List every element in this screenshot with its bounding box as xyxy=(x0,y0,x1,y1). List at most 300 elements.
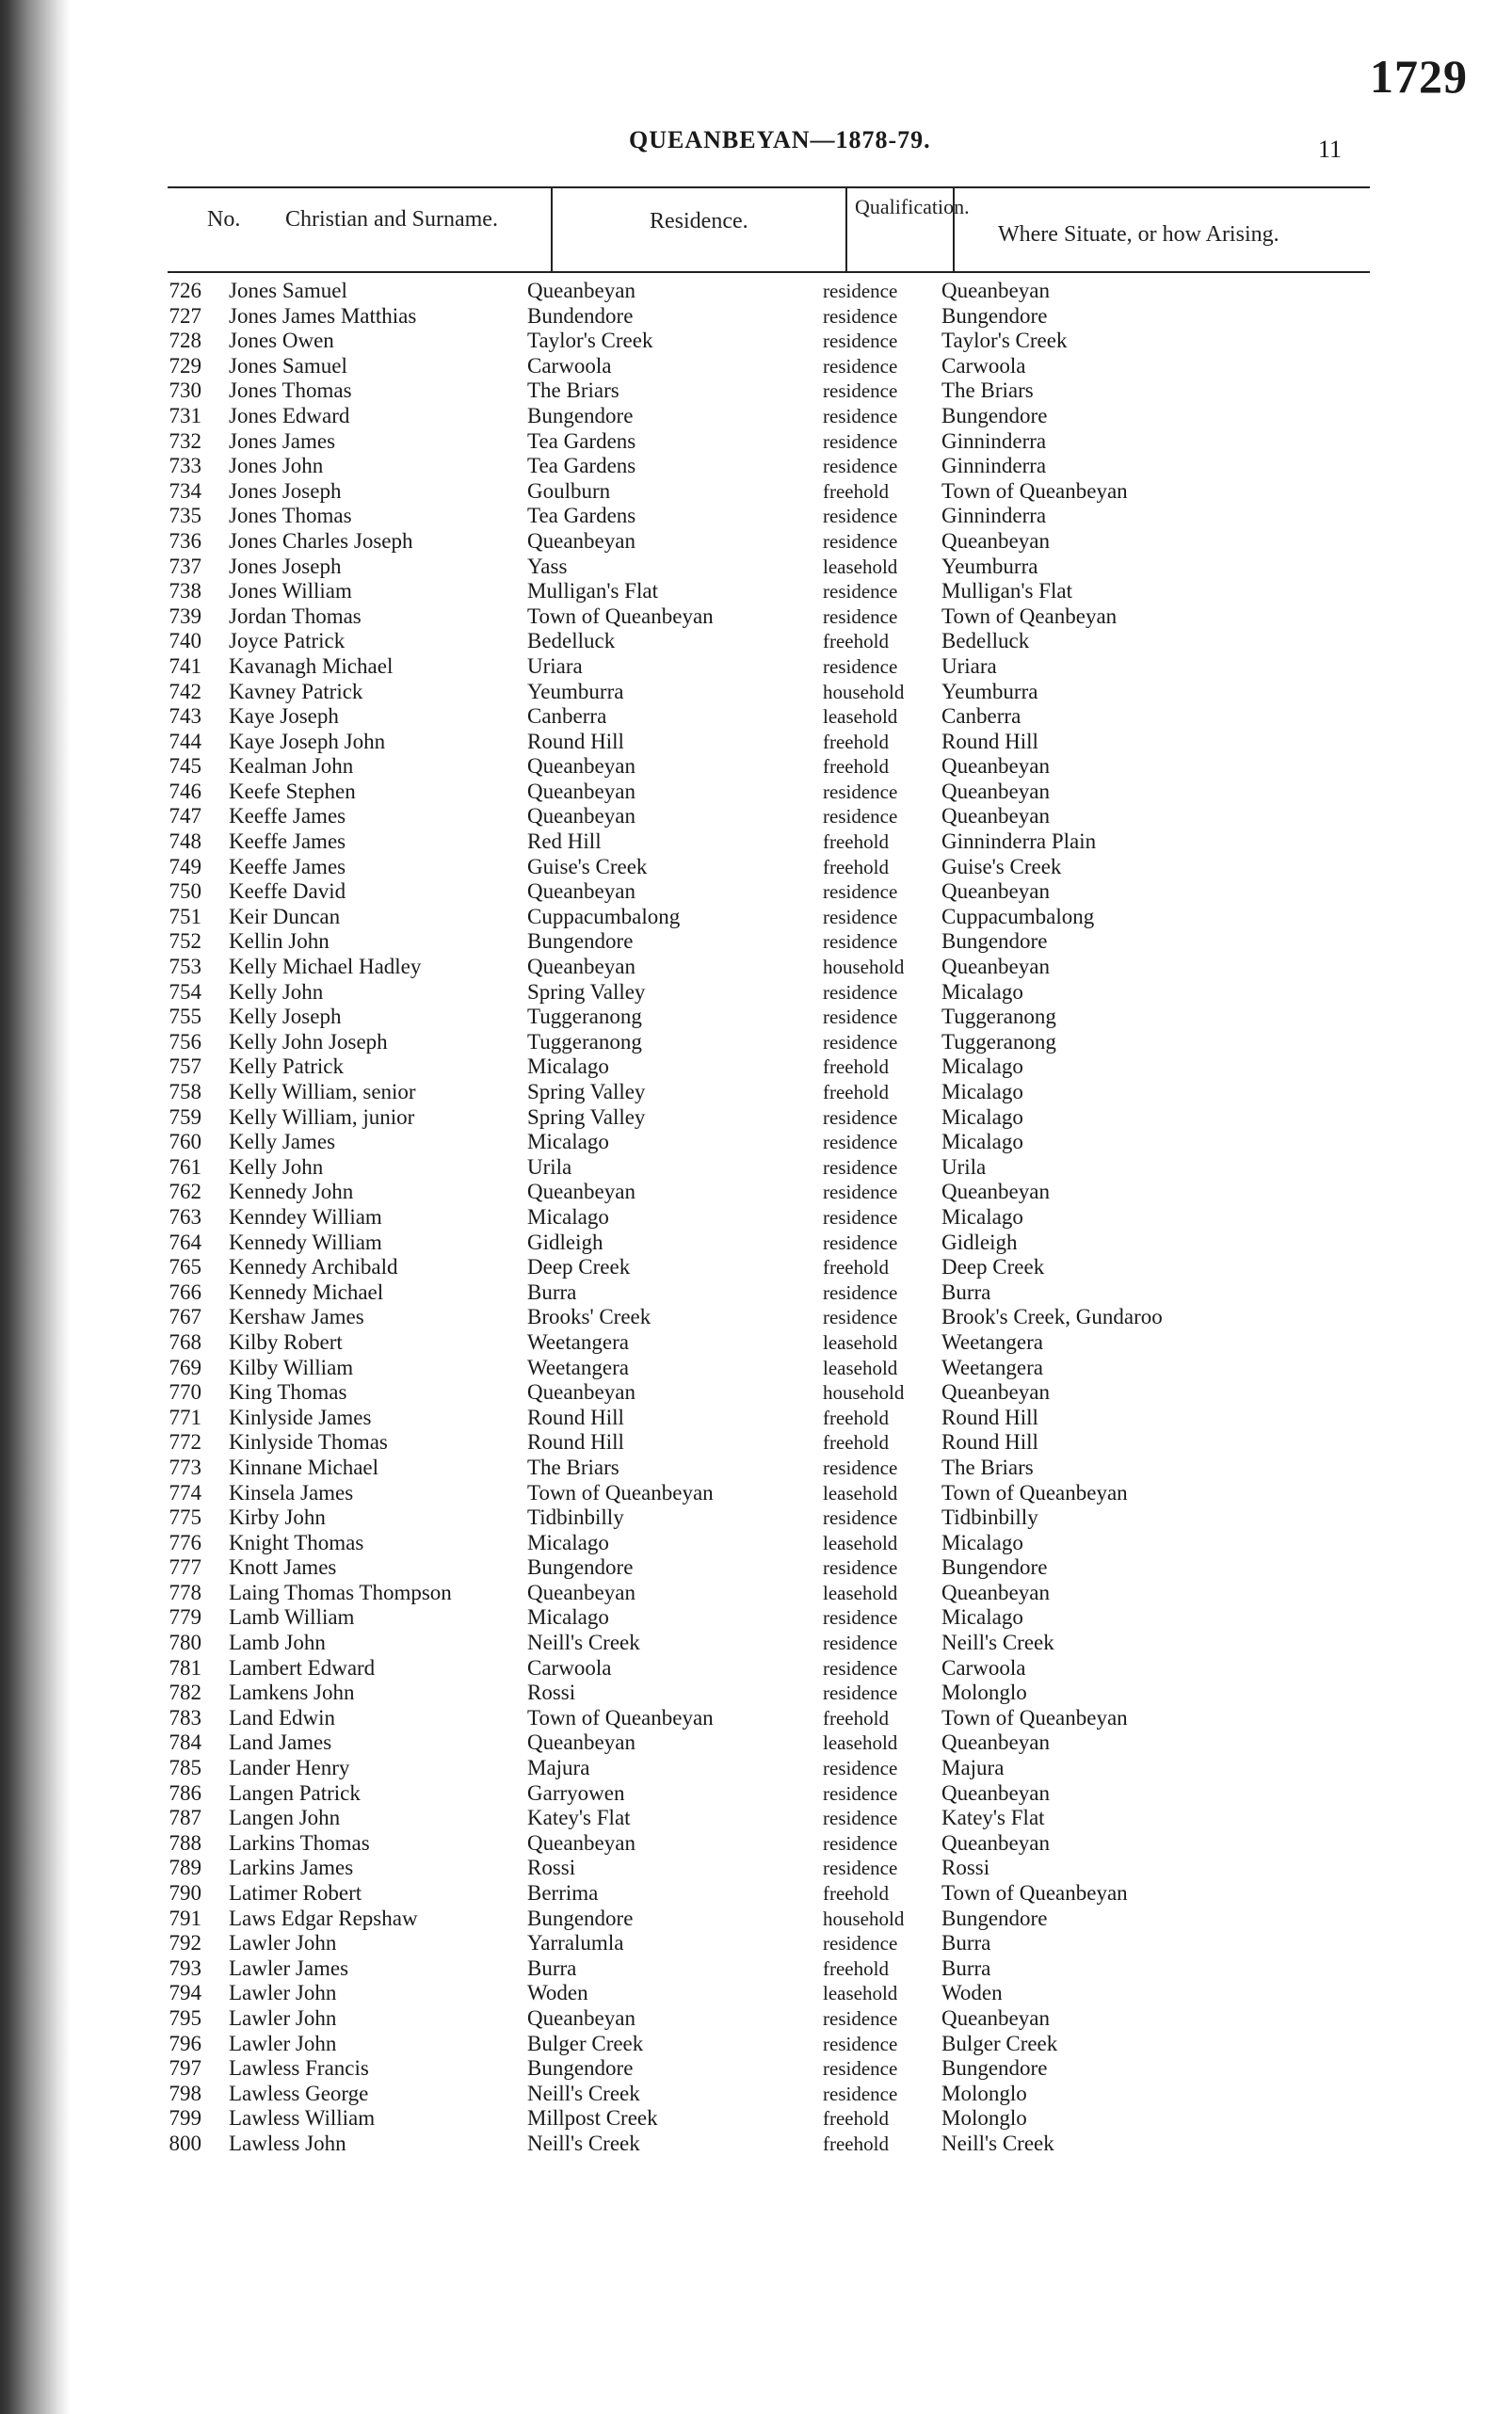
elector-qualification: residence xyxy=(823,1757,898,1780)
elector-where-situate: Uriara xyxy=(941,653,997,678)
elector-qualification: residence xyxy=(823,805,898,829)
elector-where-situate: Micalago xyxy=(941,979,1023,1004)
elector-where-situate: Canberra xyxy=(941,704,1021,729)
entry-number: 739 xyxy=(169,604,201,628)
elector-residence: Micalago xyxy=(527,1530,609,1554)
elector-name: Lawler James xyxy=(229,1955,349,1980)
elector-where-situate: Town of Qeanbeyan xyxy=(941,604,1118,628)
elector-qualification: leasehold xyxy=(823,1581,898,1604)
entry-number: 787 xyxy=(169,1806,201,1830)
list-item xyxy=(122,1505,1346,1531)
elector-qualification: household xyxy=(823,956,905,979)
list-item xyxy=(122,730,1346,755)
elector-qualification: freehold xyxy=(823,1882,889,1905)
elector-qualification: residence xyxy=(823,2006,898,2030)
elector-where-situate: Woden xyxy=(941,1981,1003,2005)
elector-where-situate: Town of Queanbeyan xyxy=(941,1881,1128,1905)
list-item xyxy=(122,1255,1346,1280)
elector-residence: Bungendore xyxy=(527,2056,634,2081)
elector-residence: Neill's Creek xyxy=(527,1631,640,1655)
column-header-residence: Residence. xyxy=(650,209,748,233)
elector-name: Jones Edward xyxy=(229,403,350,427)
elector-residence: Carwoola xyxy=(527,1655,612,1680)
elector-where-situate: Queanbeyan xyxy=(941,754,1050,779)
elector-name: Kavanagh Michael xyxy=(229,653,394,678)
entry-number: 768 xyxy=(169,1329,201,1354)
elector-name: Jordan Thomas xyxy=(229,604,362,628)
entry-number: 747 xyxy=(169,804,201,829)
elector-residence: Queanbeyan xyxy=(527,1830,635,1855)
entry-number: 758 xyxy=(169,1080,201,1103)
list-item xyxy=(122,754,1346,780)
elector-where-situate: Micalago xyxy=(941,1080,1023,1103)
elector-where-situate: Deep Creek xyxy=(941,1255,1045,1279)
entry-number: 774 xyxy=(169,1480,201,1505)
elector-where-situate: Bungendore xyxy=(941,2056,1048,2081)
elector-qualification: residence xyxy=(823,1682,898,1705)
elector-qualification: residence xyxy=(823,580,898,604)
list-item xyxy=(122,529,1346,555)
elector-name: Kenndey William xyxy=(229,1204,382,1229)
elector-name: Keeffe James xyxy=(229,829,346,854)
entry-number: 735 xyxy=(169,504,201,528)
elector-qualification: freehold xyxy=(823,855,889,878)
elector-qualification: leasehold xyxy=(823,1731,898,1755)
entry-number: 772 xyxy=(169,1430,201,1455)
elector-where-situate: Burra xyxy=(941,1931,991,1955)
elector-where-situate: Urila xyxy=(941,1154,987,1179)
elector-residence: Canberra xyxy=(527,704,607,729)
elector-name: Langen John xyxy=(229,1806,341,1830)
elector-name: Lawless John xyxy=(229,2131,346,2155)
entry-number: 732 xyxy=(169,428,201,453)
elector-name: Lawler John xyxy=(229,2005,337,2030)
column-header-no: No. xyxy=(207,207,241,232)
elector-name: Kilby Robert xyxy=(229,1329,343,1354)
list-item xyxy=(122,1581,1346,1606)
elector-residence: Micalago xyxy=(527,1605,609,1630)
entry-number: 727 xyxy=(169,303,201,328)
elector-qualification: residence xyxy=(823,1456,898,1479)
entry-number: 782 xyxy=(169,1681,201,1705)
entry-number: 790 xyxy=(169,1881,201,1905)
elector-where-situate: Queanbeyan xyxy=(941,279,1050,302)
elector-qualification: freehold xyxy=(823,2107,889,2131)
entry-number: 786 xyxy=(169,1780,201,1805)
elector-qualification: residence xyxy=(823,280,898,302)
elector-name: Kelly Joseph xyxy=(229,1005,342,1029)
elector-where-situate: Queanbeyan xyxy=(941,955,1050,979)
entry-number: 751 xyxy=(169,904,201,928)
elector-where-situate: Guise's Creek xyxy=(941,854,1062,878)
elector-where-situate: Ginninderra xyxy=(941,454,1047,478)
elector-where-situate: Neill's Creek xyxy=(941,1631,1054,1655)
elector-name: Kelly John xyxy=(229,979,324,1004)
elector-qualification: freehold xyxy=(823,730,889,753)
elector-residence: Cuppacumbalong xyxy=(527,904,681,928)
elector-qualification: residence xyxy=(823,1556,898,1580)
entry-number: 778 xyxy=(169,1580,201,1604)
list-item xyxy=(122,354,1346,379)
list-item xyxy=(122,454,1346,479)
entry-number: 738 xyxy=(169,579,201,604)
list-item xyxy=(122,479,1346,505)
elector-name: Lawler John xyxy=(229,1981,337,2005)
elector-where-situate: Tidbinbilly xyxy=(941,1505,1038,1530)
elector-qualification: residence xyxy=(823,1006,898,1029)
elector-list xyxy=(122,279,1346,2157)
list-item xyxy=(122,1030,1346,1055)
entry-number: 769 xyxy=(169,1355,201,1379)
elector-qualification: freehold xyxy=(823,755,889,779)
elector-residence: Queanbeyan xyxy=(527,955,635,979)
entry-number: 763 xyxy=(169,1204,201,1229)
elector-name: Kennedy Michael xyxy=(229,1279,384,1304)
entry-number: 745 xyxy=(169,754,201,779)
elector-where-situate: Queanbeyan xyxy=(941,879,1050,904)
elector-name: Kilby William xyxy=(229,1355,354,1379)
list-item xyxy=(122,1430,1346,1456)
elector-where-situate: Katey's Flat xyxy=(941,1806,1045,1830)
elector-residence: Goulburn xyxy=(527,478,611,503)
elector-name: Jones Joseph xyxy=(229,478,342,503)
list-item xyxy=(122,1280,1346,1306)
elector-residence: Queanbeyan xyxy=(527,1180,635,1204)
elector-where-situate: Town of Queanbeyan xyxy=(941,1480,1128,1505)
elector-where-situate: Queanbeyan xyxy=(941,2005,1050,2030)
elector-qualification: freehold xyxy=(823,1706,889,1730)
elector-residence: The Briars xyxy=(527,378,619,403)
elector-name: Keefe Stephen xyxy=(229,779,356,803)
entry-number: 767 xyxy=(169,1305,201,1329)
elector-where-situate: Rossi xyxy=(941,1856,990,1880)
elector-residence: Tea Gardens xyxy=(527,504,636,528)
elector-qualification: residence xyxy=(823,930,898,954)
entry-number: 771 xyxy=(169,1405,201,1429)
elector-name: Lawless George xyxy=(229,2081,369,2105)
entry-number: 785 xyxy=(169,1756,201,1780)
column-header-qualification: Qualification. xyxy=(855,195,970,218)
list-item xyxy=(122,829,1346,855)
elector-residence: Round Hill xyxy=(527,1430,624,1455)
list-item xyxy=(122,304,1346,330)
entry-number: 788 xyxy=(169,1830,201,1855)
elector-residence: Micalago xyxy=(527,1204,609,1229)
elector-qualification: residence xyxy=(823,1181,898,1204)
elector-qualification: freehold xyxy=(823,1956,889,1980)
list-item xyxy=(122,955,1346,980)
elector-qualification: household xyxy=(823,1381,905,1405)
elector-where-situate: Round Hill xyxy=(941,1430,1038,1455)
entry-number: 793 xyxy=(169,1955,201,1980)
elector-name: Lamb William xyxy=(229,1605,355,1630)
elector-where-situate: Taylor's Creek xyxy=(941,329,1068,353)
list-item xyxy=(122,1730,1346,1756)
elector-name: Lambert Edward xyxy=(229,1655,376,1680)
elector-where-situate: Town of Queanbeyan xyxy=(941,1705,1128,1730)
list-item xyxy=(122,680,1346,705)
entry-number: 728 xyxy=(169,329,201,353)
elector-where-situate: Molonglo xyxy=(941,2106,1027,2131)
list-item xyxy=(122,1130,1346,1155)
elector-where-situate: Micalago xyxy=(941,1054,1023,1079)
elector-qualification: residence xyxy=(823,1105,898,1129)
entry-number: 731 xyxy=(169,403,201,427)
list-item xyxy=(122,555,1346,580)
elector-name: Jones Samuel xyxy=(229,279,347,302)
elector-residence: Queanbeyan xyxy=(527,754,635,779)
elector-qualification: residence xyxy=(823,1205,898,1229)
elector-where-situate: Bungendore xyxy=(941,403,1048,427)
elector-residence: Bungendore xyxy=(527,403,634,427)
elector-qualification: freehold xyxy=(823,1081,889,1103)
elector-residence: Spring Valley xyxy=(527,1080,646,1103)
list-item xyxy=(122,1631,1346,1656)
entry-number: 784 xyxy=(169,1730,201,1755)
elector-qualification: leasehold xyxy=(823,1481,898,1505)
elector-qualification: residence xyxy=(823,1306,898,1329)
column-header-where: Where Situate, or how Arising. xyxy=(998,222,1279,247)
elector-where-situate: Ginninderra Plain xyxy=(941,829,1097,854)
elector-residence: Gidleigh xyxy=(527,1230,603,1254)
elector-name: Kaye Joseph xyxy=(229,704,339,729)
elector-residence: Town of Queanbeyan xyxy=(527,1705,714,1730)
elector-qualification: residence xyxy=(823,654,898,678)
elector-name: Kelly Michael Hadley xyxy=(229,955,422,979)
elector-where-situate: Ginninderra xyxy=(941,504,1047,528)
list-item xyxy=(122,1180,1346,1205)
elector-residence: Guise's Creek xyxy=(527,854,648,878)
elector-name: Keir Duncan xyxy=(229,904,341,928)
list-item xyxy=(122,1155,1346,1181)
entry-number: 743 xyxy=(169,704,201,729)
elector-qualification: residence xyxy=(823,2082,898,2105)
elector-where-situate: Queanbeyan xyxy=(941,779,1050,803)
entry-number: 762 xyxy=(169,1180,201,1204)
list-item xyxy=(122,1605,1346,1631)
elector-residence: Neill's Creek xyxy=(527,2131,640,2155)
list-item xyxy=(122,855,1346,880)
elector-name: Lamb John xyxy=(229,1631,326,1655)
list-item xyxy=(122,1806,1346,1831)
elector-where-situate: Bungendore xyxy=(941,303,1048,328)
list-item xyxy=(122,1481,1346,1506)
elector-where-situate: Burra xyxy=(941,1955,991,1980)
elector-where-situate: Molonglo xyxy=(941,2081,1027,2105)
entry-number: 753 xyxy=(169,955,201,979)
entry-number: 797 xyxy=(169,2056,201,2081)
elector-residence: Millpost Creek xyxy=(527,2106,658,2131)
elector-where-situate: Round Hill xyxy=(941,729,1038,753)
elector-name: Latimer Robert xyxy=(229,1881,362,1905)
elector-residence: Spring Valley xyxy=(527,979,646,1004)
elector-qualification: residence xyxy=(823,404,898,427)
elector-where-situate: The Briars xyxy=(941,378,1034,403)
elector-where-situate: Micalago xyxy=(941,1204,1023,1229)
list-item xyxy=(122,1054,1346,1080)
elector-where-situate: Bulger Creek xyxy=(941,2031,1058,2055)
entry-number: 761 xyxy=(169,1154,201,1179)
elector-qualification: residence xyxy=(823,780,898,803)
entry-number: 766 xyxy=(169,1279,201,1304)
list-item xyxy=(122,1831,1346,1857)
elector-residence: Queanbeyan xyxy=(527,779,635,803)
elector-qualification: freehold xyxy=(823,1055,889,1079)
elector-name: Kershaw James xyxy=(229,1305,364,1329)
list-item xyxy=(122,1756,1346,1781)
elector-name: Laws Edgar Repshaw xyxy=(229,1906,418,1930)
elector-name: Joyce Patrick xyxy=(229,629,346,653)
elector-residence: Tea Gardens xyxy=(527,454,636,478)
elector-residence: Katey's Flat xyxy=(527,1806,631,1830)
entry-number: 796 xyxy=(169,2031,201,2055)
entry-number: 781 xyxy=(169,1655,201,1680)
elector-qualification: leasehold xyxy=(823,1982,898,2005)
elector-name: Kelly John xyxy=(229,1154,324,1179)
elector-residence: Queanbeyan xyxy=(527,1380,635,1405)
list-item xyxy=(122,579,1346,604)
elector-qualification: residence xyxy=(823,505,898,528)
list-item xyxy=(122,1881,1346,1907)
elector-qualification: freehold xyxy=(823,479,889,503)
elector-residence: Queanbeyan xyxy=(527,804,635,829)
entry-number: 759 xyxy=(169,1104,201,1129)
list-item xyxy=(122,1656,1346,1682)
entry-number: 789 xyxy=(169,1856,201,1880)
elector-where-situate: Bungendore xyxy=(941,1555,1048,1580)
elector-name: Kelly John Joseph xyxy=(229,1029,388,1054)
list-item xyxy=(122,2132,1346,2157)
elector-residence: Taylor's Creek xyxy=(527,329,653,353)
elector-residence: Micalago xyxy=(527,1130,609,1154)
entry-number: 780 xyxy=(169,1631,201,1655)
elector-qualification: residence xyxy=(823,2057,898,2081)
list-item xyxy=(122,2106,1346,2132)
entry-number: 783 xyxy=(169,1705,201,1730)
header-rule-top xyxy=(168,186,1370,188)
elector-where-situate: Neill's Creek xyxy=(941,2131,1054,2155)
elector-residence: Brooks' Creek xyxy=(527,1305,651,1329)
entry-number: 764 xyxy=(169,1230,201,1254)
elector-residence: Garryowen xyxy=(527,1780,625,1805)
elector-name: Jones William xyxy=(229,579,352,604)
entry-number: 726 xyxy=(169,279,201,302)
elector-residence: Round Hill xyxy=(527,729,624,753)
entry-number: 733 xyxy=(169,454,201,478)
entry-number: 742 xyxy=(169,679,201,703)
list-item xyxy=(122,1531,1346,1556)
elector-name: Kinnane Michael xyxy=(229,1455,379,1479)
elector-name: Lamkens John xyxy=(229,1681,355,1705)
elector-residence: Weetangera xyxy=(527,1329,629,1354)
list-item xyxy=(122,1931,1346,1956)
elector-residence: Tuggeranong xyxy=(527,1005,642,1029)
entry-number: 730 xyxy=(169,378,201,403)
elector-name: Land James xyxy=(229,1730,332,1755)
entry-number: 800 xyxy=(169,2131,201,2155)
entry-number: 760 xyxy=(169,1130,201,1154)
list-item xyxy=(122,1956,1346,1982)
elector-residence: Burra xyxy=(527,1955,577,1980)
elector-where-situate: Tuggeranong xyxy=(941,1029,1056,1054)
elector-where-situate: Bungendore xyxy=(941,1906,1048,1930)
elector-where-situate: Weetangera xyxy=(941,1355,1043,1379)
list-item xyxy=(122,929,1346,955)
elector-name: Kelly William, senior xyxy=(229,1080,416,1103)
elector-qualification: residence xyxy=(823,1632,898,1655)
list-item xyxy=(122,604,1346,630)
elector-where-situate: Micalago xyxy=(941,1104,1023,1129)
elector-residence: Red Hill xyxy=(527,829,602,854)
elector-name: Keeffe James xyxy=(229,804,346,829)
list-item xyxy=(122,1205,1346,1231)
binding-edge xyxy=(0,0,71,2414)
elector-residence: Bulger Creek xyxy=(527,2031,644,2055)
list-item xyxy=(122,1456,1346,1481)
elector-name: Keeffe James xyxy=(229,854,346,878)
elector-where-situate: Micalago xyxy=(941,1130,1023,1154)
entry-number: 770 xyxy=(169,1380,201,1405)
entry-number: 755 xyxy=(169,1005,201,1029)
list-item xyxy=(122,2006,1346,2032)
elector-qualification: freehold xyxy=(823,2132,889,2155)
elector-residence: Yarralumla xyxy=(527,1931,624,1955)
elector-name: Kinlyside Thomas xyxy=(229,1430,388,1455)
entry-number: 744 xyxy=(169,729,201,753)
elector-qualification: residence xyxy=(823,455,898,478)
elector-residence: Rossi xyxy=(527,1856,576,1880)
elector-qualification: residence xyxy=(823,1280,898,1304)
list-item xyxy=(122,1406,1346,1431)
elector-name: Kelly William, junior xyxy=(229,1104,415,1129)
column-header-name: Christian and Surname. xyxy=(285,207,498,232)
entry-number: 741 xyxy=(169,653,201,678)
elector-residence: Weetangera xyxy=(527,1355,629,1379)
elector-where-situate: Brook's Creek, Gundaroo xyxy=(941,1305,1163,1329)
elector-qualification: residence xyxy=(823,1606,898,1630)
list-item xyxy=(122,1080,1346,1105)
elector-qualification: residence xyxy=(823,2032,898,2055)
elector-where-situate: Queanbeyan xyxy=(941,1730,1050,1755)
entry-number: 736 xyxy=(169,528,201,553)
entry-number: 734 xyxy=(169,478,201,503)
elector-residence: Queanbeyan xyxy=(527,879,635,904)
elector-residence: Town of Queanbeyan xyxy=(527,604,714,628)
elector-qualification: residence xyxy=(823,604,898,628)
elector-name: Kelly Patrick xyxy=(229,1054,344,1079)
elector-residence: Bungendore xyxy=(527,1555,634,1580)
sheet-number: 11 xyxy=(1318,136,1343,163)
elector-qualification: freehold xyxy=(823,1256,889,1279)
elector-qualification: residence xyxy=(823,354,898,378)
elector-qualification: residence xyxy=(823,980,898,1004)
page-title: QUEANBEYAN—1878-79. xyxy=(629,126,931,153)
elector-residence: Tuggeranong xyxy=(527,1029,642,1054)
elector-where-situate: Bedelluck xyxy=(941,629,1030,653)
elector-where-situate: Tuggeranong xyxy=(941,1005,1056,1029)
list-item xyxy=(122,504,1346,529)
elector-residence: Tidbinbilly xyxy=(527,1505,624,1530)
list-item xyxy=(122,1356,1346,1381)
elector-residence: Yass xyxy=(527,554,568,578)
elector-name: Kavney Patrick xyxy=(229,679,363,703)
elector-qualification: residence xyxy=(823,880,898,904)
list-item xyxy=(122,980,1346,1006)
entry-number: 794 xyxy=(169,1981,201,2005)
entry-number: 775 xyxy=(169,1505,201,1530)
elector-residence: Bundendore xyxy=(527,303,634,328)
elector-residence: Uriara xyxy=(527,653,583,678)
